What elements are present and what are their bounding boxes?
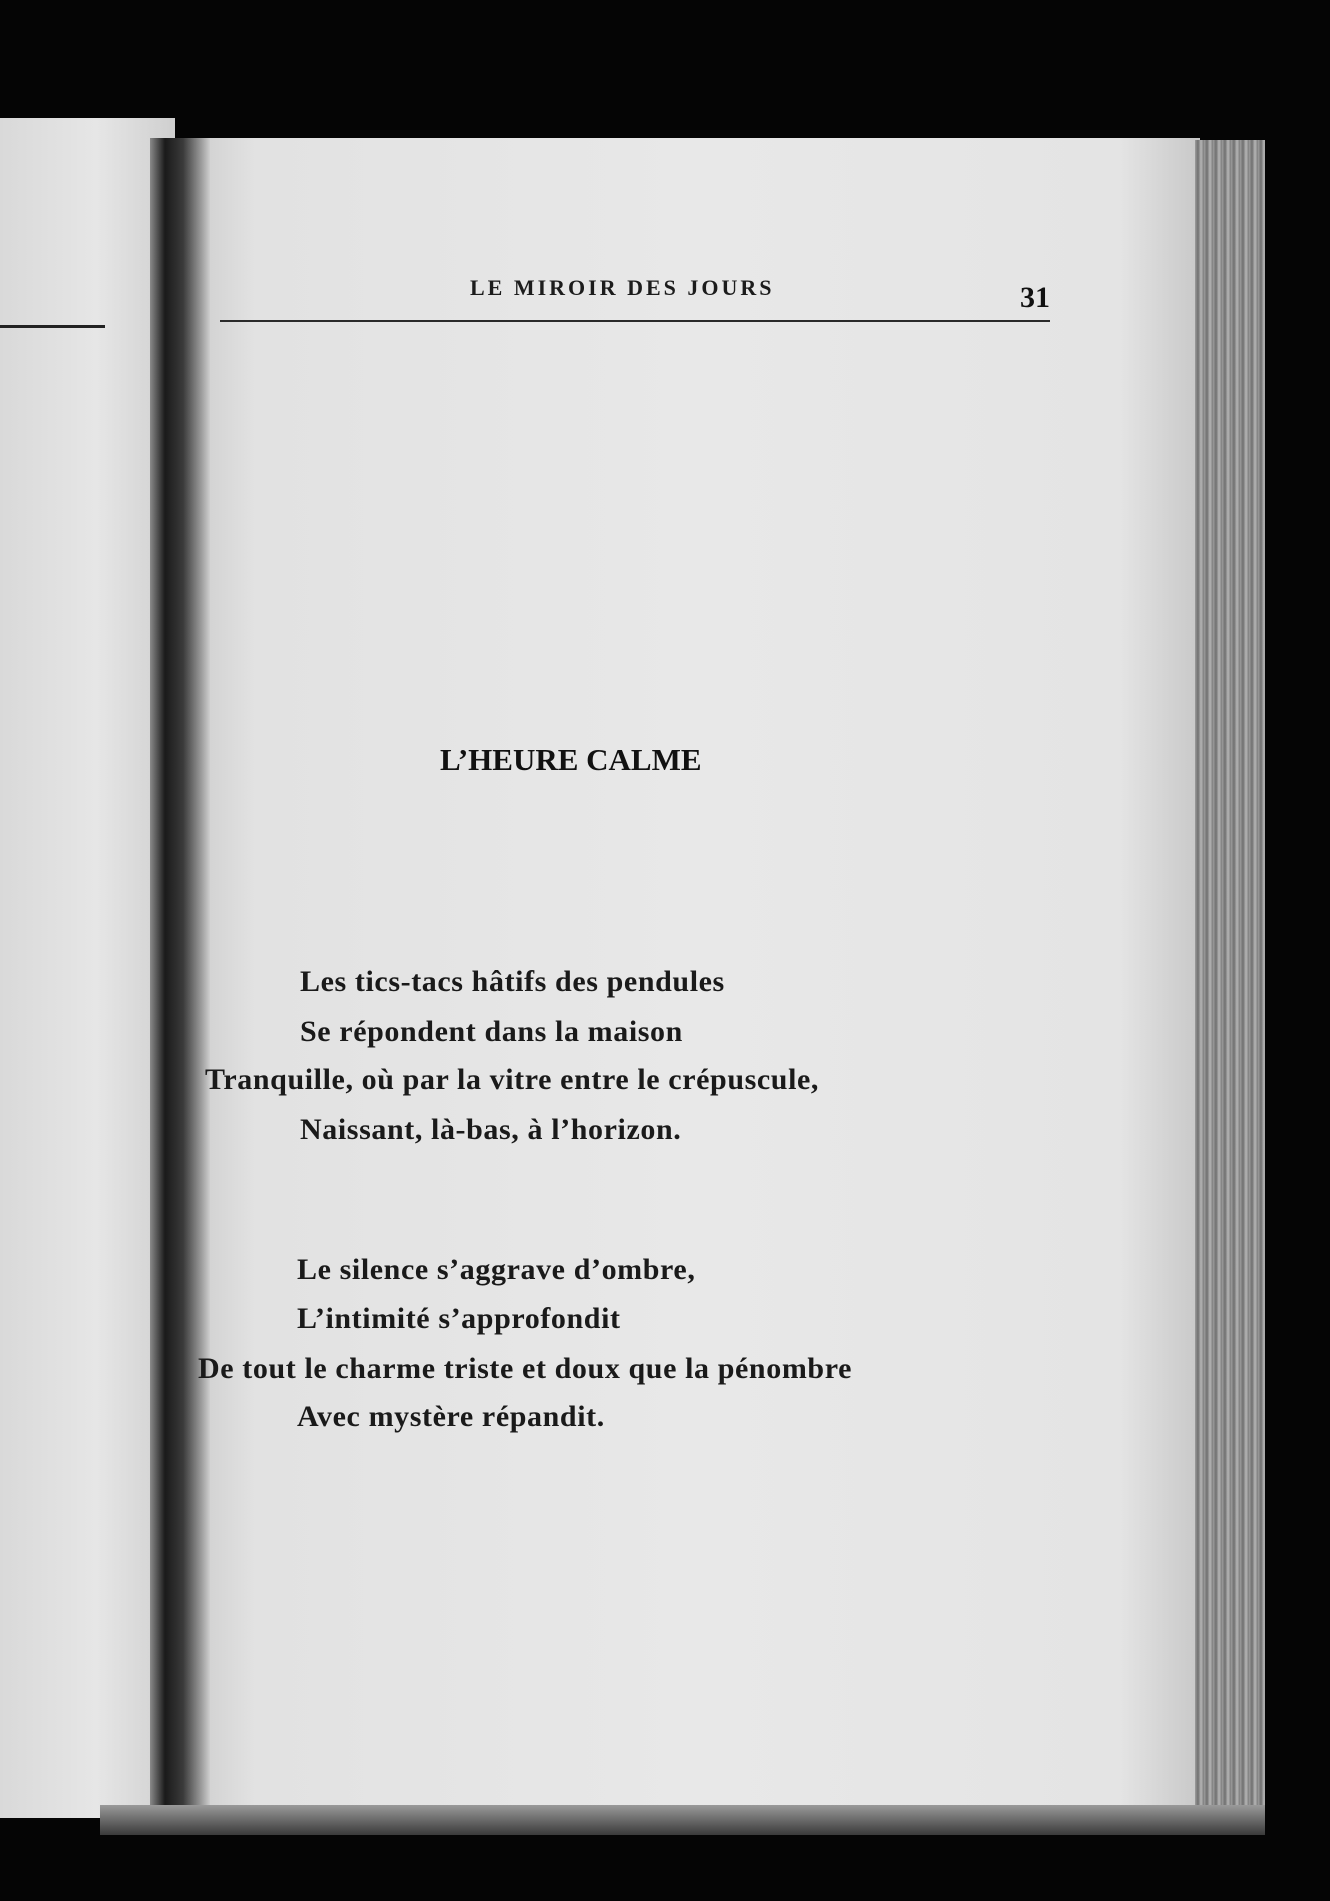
verse-line: Naissant, là-bas, à l’horizon. — [300, 1113, 682, 1146]
page-header — [220, 265, 1050, 335]
verse-line: Tranquille, où par la vitre entre le crépuscule, — [205, 1063, 820, 1096]
page-fore-edge — [1195, 140, 1265, 1830]
poem-title: L’HEURE CALME — [440, 742, 702, 777]
verse-line: L’intimité s’approfondit — [297, 1302, 621, 1335]
verse-line: Se répondent dans la maison — [300, 1015, 683, 1048]
book-gutter — [150, 138, 210, 1828]
page-bottom-edge — [100, 1805, 1265, 1835]
left-page-rule — [0, 325, 105, 328]
verse-line: Avec mystère répandit. — [297, 1400, 605, 1433]
page-number: 31 — [1020, 281, 1050, 314]
verse-line: Le silence s’aggrave d’ombre, — [297, 1253, 696, 1286]
verse-line: De tout le charme triste et doux que la pénombre — [198, 1352, 852, 1385]
left-page — [0, 118, 175, 1818]
verse-line: Les tics-tacs hâtifs des pendules — [300, 965, 725, 998]
header-rule — [220, 320, 1050, 322]
running-title: LE MIROIR DES JOURS — [470, 275, 775, 300]
